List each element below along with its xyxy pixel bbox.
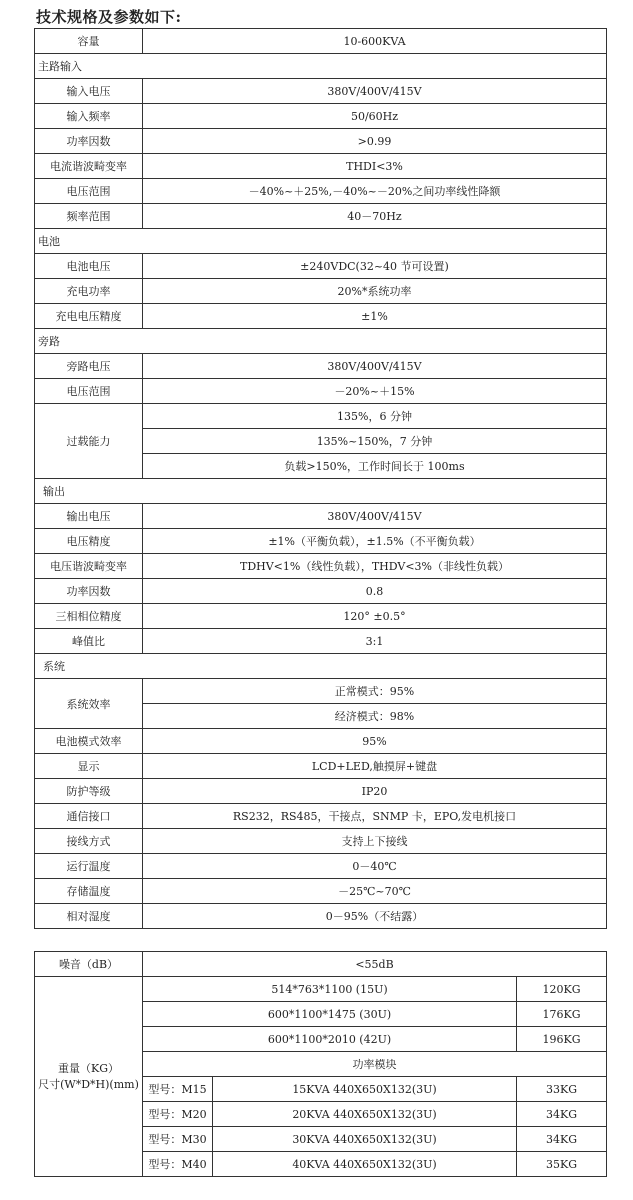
module-weight: 34KG <box>517 1127 607 1152</box>
row-value: ±240VDC(32~40 节可设置) <box>143 254 607 279</box>
noise-value: <55dB <box>143 952 607 977</box>
weight-label: 重量（KG） <box>57 1061 119 1075</box>
row-label: 三相相位精度 <box>35 604 143 629</box>
row-value: >0.99 <box>143 129 607 154</box>
row-label: 电压范围 <box>35 379 143 404</box>
table-row <box>35 504 607 529</box>
cabinet-size: 514*763*1100 (15U) <box>143 977 517 1002</box>
table-row <box>35 529 607 554</box>
row-label: 输出电压 <box>35 504 143 529</box>
row-label: 显示 <box>35 754 143 779</box>
row-label: 功率因数 <box>35 579 143 604</box>
row-value: 负载>150%，工作时间长于 100ms <box>143 454 607 479</box>
row-label: 相对湿度 <box>35 904 143 929</box>
weight-size-table <box>34 951 607 1177</box>
table-row <box>35 304 607 329</box>
table-row <box>35 679 607 704</box>
module-spec: 20KVA 440X650X132(3U) <box>213 1102 517 1127</box>
row-label: 防护等级 <box>35 779 143 804</box>
weight-size-label <box>35 977 143 1177</box>
cabinet-weight: 196KG <box>517 1027 607 1052</box>
cabinet-size: 600*1100*2010 (42U) <box>143 1027 517 1052</box>
table-row <box>35 754 607 779</box>
table-row <box>35 379 607 404</box>
module-spec: 15KVA 440X650X132(3U) <box>213 1077 517 1102</box>
row-value: －25℃~70℃ <box>143 879 607 904</box>
row-value: 135%，6 分钟 <box>143 404 607 429</box>
section-bypass: 旁路 <box>35 329 607 354</box>
row-label: 接线方式 <box>35 829 143 854</box>
table-row <box>35 779 607 804</box>
cabinet-size: 600*1100*1475 (30U) <box>143 1002 517 1027</box>
row-label: 通信接口 <box>35 804 143 829</box>
module-weight: 34KG <box>517 1102 607 1127</box>
table-row <box>35 104 607 129</box>
module-weight: 33KG <box>517 1077 607 1102</box>
row-value: 95% <box>143 729 607 754</box>
row-label: 电流谐波畸变率 <box>35 154 143 179</box>
table-row <box>35 554 607 579</box>
row-label: 电压精度 <box>35 529 143 554</box>
section-row <box>35 479 607 504</box>
row-value: IP20 <box>143 779 607 804</box>
module-model: 型号：M20 <box>143 1102 213 1127</box>
table-row <box>35 829 607 854</box>
row-value: 正常模式：95% <box>143 679 607 704</box>
row-label: 电压谐波畸变率 <box>35 554 143 579</box>
table-row <box>35 904 607 929</box>
table-row <box>35 79 607 104</box>
row-label: 电压范围 <box>35 179 143 204</box>
row-label: 输入电压 <box>35 79 143 104</box>
table-row <box>35 404 607 429</box>
row-value: 120° ±0.5° <box>143 604 607 629</box>
table-row <box>35 254 607 279</box>
table-row <box>35 179 607 204</box>
row-value: RS232，RS485，干接点，SNMP 卡，EPO,发电机接口 <box>143 804 607 829</box>
row-value: ±1%（平衡负载），±1.5%（不平衡负载） <box>143 529 607 554</box>
row-label: 输入频率 <box>35 104 143 129</box>
row-value: 0－95%（不结露） <box>143 904 607 929</box>
row-label: 过载能力 <box>35 404 143 479</box>
row-label: 存储温度 <box>35 879 143 904</box>
table-row <box>35 952 607 977</box>
row-value: TDHV<1%（线性负载），THDV<3%（非线性负载） <box>143 554 607 579</box>
table-row <box>35 854 607 879</box>
section-battery: 电池 <box>35 229 607 254</box>
row-value: 10-600KVA <box>143 29 607 54</box>
table-row <box>35 977 607 1002</box>
row-value: 40－70Hz <box>143 204 607 229</box>
row-value: LCD+LED,触摸屏+键盘 <box>143 754 607 779</box>
row-label: 充电电压精度 <box>35 304 143 329</box>
module-spec: 40KVA 440X650X132(3U) <box>213 1152 517 1177</box>
row-label: 峰值比 <box>35 629 143 654</box>
row-value: 380V/400V/415V <box>143 504 607 529</box>
module-model: 型号：M40 <box>143 1152 213 1177</box>
section-row <box>35 329 607 354</box>
row-value: 3:1 <box>143 629 607 654</box>
row-value: 0.8 <box>143 579 607 604</box>
page-title: 技术规格及参数如下: <box>36 8 182 26</box>
row-value: 50/60Hz <box>143 104 607 129</box>
section-row <box>35 54 607 79</box>
row-label: 充电功率 <box>35 279 143 304</box>
cabinet-weight: 176KG <box>517 1002 607 1027</box>
row-label: 电池电压 <box>35 254 143 279</box>
section-output: 输出 <box>35 479 607 504</box>
table-row <box>35 629 607 654</box>
row-value: －40%~＋25%,－40%~－20%之间功率线性降额 <box>143 179 607 204</box>
table-row <box>35 804 607 829</box>
row-value: THDI<3% <box>143 154 607 179</box>
row-label: 运行温度 <box>35 854 143 879</box>
row-value: ±1% <box>143 304 607 329</box>
row-label: 容量 <box>35 29 143 54</box>
section-row <box>35 229 607 254</box>
spec-table <box>34 28 607 929</box>
module-header: 功率模块 <box>143 1052 607 1077</box>
row-value: 380V/400V/415V <box>143 79 607 104</box>
table-row <box>35 204 607 229</box>
row-label: 系统效率 <box>35 679 143 729</box>
module-weight: 35KG <box>517 1152 607 1177</box>
row-value: 20%*系统功率 <box>143 279 607 304</box>
module-model: 型号：M30 <box>143 1127 213 1152</box>
section-system: 系统 <box>35 654 607 679</box>
row-label: 功率因数 <box>35 129 143 154</box>
row-label: 电池模式效率 <box>35 729 143 754</box>
row-value: 经济模式：98% <box>143 704 607 729</box>
section-row <box>35 654 607 679</box>
row-label: 频率范围 <box>35 204 143 229</box>
table-row <box>35 154 607 179</box>
table-row <box>35 604 607 629</box>
module-model: 型号：M15 <box>143 1077 213 1102</box>
table-row <box>35 29 607 54</box>
section-main-input: 主路输入 <box>35 54 607 79</box>
table-row <box>35 354 607 379</box>
row-value: －20%~＋15% <box>143 379 607 404</box>
noise-label: 噪音（dB） <box>35 952 143 977</box>
row-label: 旁路电压 <box>35 354 143 379</box>
row-value: 380V/400V/415V <box>143 354 607 379</box>
table-row <box>35 879 607 904</box>
table-row <box>35 579 607 604</box>
row-value: 135%~150%，7 分钟 <box>143 429 607 454</box>
size-label: 尺寸(W*D*H)(mm) <box>38 1077 139 1091</box>
table-row <box>35 129 607 154</box>
cabinet-weight: 120KG <box>517 977 607 1002</box>
table-row <box>35 279 607 304</box>
module-spec: 30KVA 440X650X132(3U) <box>213 1127 517 1152</box>
row-value: 0－40℃ <box>143 854 607 879</box>
table-row <box>35 729 607 754</box>
row-value: 支持上下接线 <box>143 829 607 854</box>
